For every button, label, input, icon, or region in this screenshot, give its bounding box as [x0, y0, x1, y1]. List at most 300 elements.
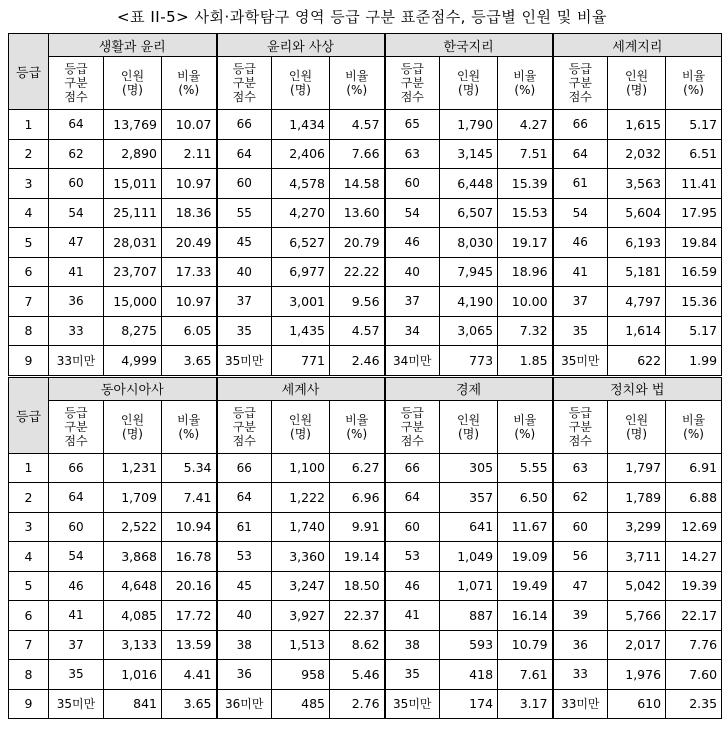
ratio-cell: 18.96: [498, 257, 553, 287]
cutoff-score-header: [217, 400, 272, 453]
count-cell: 7,945: [440, 257, 498, 287]
grade-cell: 9: [9, 346, 49, 377]
ratio-cell: 4.57: [330, 316, 385, 346]
cutoff-score-cell: 36: [217, 660, 272, 690]
table-row: [9, 660, 722, 690]
cutoff-score-cell: 46: [49, 571, 104, 601]
cutoff-score-cell: 47: [553, 571, 608, 601]
count-header: [440, 57, 498, 110]
table-row: [9, 316, 722, 346]
ratio-cell: 14.58: [330, 169, 385, 199]
cutoff-score-cell: 54: [553, 198, 608, 228]
ratio-cell: 20.79: [330, 228, 385, 258]
count-header: [608, 400, 666, 453]
ratio-cell: 17.72: [162, 601, 217, 631]
grade-cell: 5: [9, 571, 49, 601]
cutoff-score-cell: 60: [385, 169, 440, 199]
sub-header-row: [9, 400, 722, 453]
cutoff-score-cell: 38: [217, 630, 272, 660]
ratio-cell: 22.17: [666, 601, 722, 631]
count-cell: 5,766: [608, 601, 666, 631]
ratio-header: [666, 57, 722, 110]
cutoff-score-cell: 33미만: [553, 689, 608, 719]
count-cell: 8,030: [440, 228, 498, 258]
cutoff-score-header-line: 점수: [400, 90, 424, 104]
ratio-cell: 15.53: [498, 198, 553, 228]
grade-cell: 2: [9, 139, 49, 169]
ratio-cell: 4.27: [498, 110, 553, 140]
ratio-cell: 10.79: [498, 630, 553, 660]
cutoff-score-header-line: 등급: [232, 405, 256, 420]
count-cell: 610: [608, 689, 666, 719]
count-header-line: (명): [290, 83, 311, 97]
ratio-header-line: 비율: [681, 412, 706, 427]
count-header-line: (명): [458, 83, 480, 97]
ratio-cell: 19.39: [666, 571, 722, 601]
cutoff-score-cell: 64: [553, 139, 608, 169]
count-cell: 593: [440, 630, 498, 660]
cutoff-score-cell: 56: [553, 542, 608, 572]
cutoff-score-cell: 40: [217, 601, 272, 631]
cutoff-score-header: [49, 400, 104, 453]
cutoff-score-header: [553, 57, 608, 110]
count-cell: 6,448: [440, 169, 498, 199]
cutoff-score-cell: 54: [49, 542, 104, 572]
ratio-cell: 3.17: [498, 689, 553, 719]
count-cell: 6,977: [272, 257, 330, 287]
ratio-header-line: 비율: [681, 69, 706, 83]
cutoff-score-cell: 53: [385, 542, 440, 572]
count-cell: 1,016: [104, 660, 162, 690]
ratio-cell: 10.97: [162, 287, 217, 317]
count-header: [440, 400, 498, 453]
cutoff-score-cell: 62: [553, 483, 608, 513]
ratio-cell: 3.65: [162, 689, 217, 719]
count-cell: 13,769: [104, 110, 162, 140]
count-header-line: (명): [626, 426, 648, 441]
table-row: [9, 346, 722, 377]
count-cell: 3,145: [440, 139, 498, 169]
cutoff-score-cell: 37: [217, 287, 272, 317]
ratio-cell: 6.05: [162, 316, 217, 346]
table-row: [9, 601, 722, 631]
ratio-cell: 7.61: [498, 660, 553, 690]
grade-cell: 3: [9, 512, 49, 542]
cutoff-score-cell: 61: [553, 169, 608, 199]
count-cell: 2,406: [272, 139, 330, 169]
count-cell: 1,709: [104, 483, 162, 513]
cutoff-score-cell: 46: [385, 571, 440, 601]
ratio-cell: 4.41: [162, 660, 217, 690]
count-header-line: 인원: [624, 69, 649, 83]
grade-cell: 6: [9, 601, 49, 631]
count-cell: 1,231: [104, 453, 162, 483]
cutoff-score-cell: 66: [385, 453, 440, 483]
count-cell: 5,181: [608, 257, 666, 287]
grade-cell: 5: [9, 228, 49, 258]
cutoff-score-cell: 33: [49, 316, 104, 346]
ratio-cell: 6.27: [330, 453, 385, 483]
count-cell: 2,017: [608, 630, 666, 660]
cutoff-score-cell: 35미만: [385, 689, 440, 719]
count-cell: 1,100: [272, 453, 330, 483]
cutoff-score-cell: 54: [49, 198, 104, 228]
cutoff-score-cell: 41: [553, 257, 608, 287]
table-row: [9, 139, 722, 169]
cutoff-score-header-line: 구분: [568, 76, 592, 90]
subject-header: 생활과 윤리: [49, 34, 217, 57]
cutoff-score-header-line: 구분: [568, 419, 592, 434]
ratio-cell: 7.41: [162, 483, 217, 513]
cutoff-score-cell: 39: [553, 601, 608, 631]
cutoff-score-cell: 64: [217, 483, 272, 513]
cutoff-score-cell: 60: [49, 169, 104, 199]
count-header-line: 인원: [288, 69, 313, 83]
cutoff-score-cell: 45: [217, 228, 272, 258]
count-cell: 4,999: [104, 346, 162, 377]
count-cell: 5,604: [608, 198, 666, 228]
ratio-cell: 6.51: [666, 139, 722, 169]
cutoff-score-header-line: 점수: [568, 90, 592, 104]
cutoff-score-cell: 37: [385, 287, 440, 317]
count-cell: 357: [440, 483, 498, 513]
ratio-cell: 11.41: [666, 169, 722, 199]
count-cell: 25,111: [104, 198, 162, 228]
grade-cell: 8: [9, 660, 49, 690]
table-row: [9, 512, 722, 542]
ratio-cell: 12.69: [666, 512, 722, 542]
ratio-cell: 19.09: [498, 542, 553, 572]
cutoff-score-cell: 40: [217, 257, 272, 287]
cutoff-score-cell: 66: [217, 453, 272, 483]
table-row: [9, 542, 722, 572]
cutoff-score-cell: 66: [553, 110, 608, 140]
count-cell: 6,507: [440, 198, 498, 228]
cutoff-score-header-line: 구분: [232, 419, 256, 434]
ratio-cell: 5.46: [330, 660, 385, 690]
ratio-header: [330, 57, 385, 110]
count-cell: 418: [440, 660, 498, 690]
count-cell: 1,513: [272, 630, 330, 660]
ratio-cell: 4.57: [330, 110, 385, 140]
table-row: [9, 630, 722, 660]
table-row: [9, 228, 722, 258]
ratio-cell: 22.22: [330, 257, 385, 287]
ratio-header-line: (%): [178, 426, 200, 441]
count-cell: 3,001: [272, 287, 330, 317]
ratio-header: [498, 400, 553, 453]
count-cell: 622: [608, 346, 666, 377]
count-cell: 6,193: [608, 228, 666, 258]
count-cell: 23,707: [104, 257, 162, 287]
ratio-cell: 16.14: [498, 601, 553, 631]
count-cell: 1,071: [440, 571, 498, 601]
count-cell: 841: [104, 689, 162, 719]
ratio-cell: 1.85: [498, 346, 553, 377]
cutoff-score-cell: 35: [49, 660, 104, 690]
cutoff-score-cell: 61: [217, 512, 272, 542]
cutoff-score-header-line: 구분: [64, 76, 88, 90]
ratio-cell: 10.94: [162, 512, 217, 542]
cutoff-score-header-line: 구분: [400, 76, 424, 90]
table-row: [9, 257, 722, 287]
grade-cell: 1: [9, 110, 49, 140]
ratio-cell: 2.11: [162, 139, 217, 169]
count-cell: 958: [272, 660, 330, 690]
ratio-cell: 2.76: [330, 689, 385, 719]
count-cell: 2,522: [104, 512, 162, 542]
ratio-cell: 7.51: [498, 139, 553, 169]
ratio-header: [162, 57, 217, 110]
ratio-header-line: 비율: [345, 412, 369, 427]
cutoff-score-header: [49, 57, 104, 110]
cutoff-score-cell: 38: [385, 630, 440, 660]
count-cell: 3,711: [608, 542, 666, 572]
ratio-header-line: 비율: [177, 69, 201, 83]
ratio-header: [330, 400, 385, 453]
cutoff-score-cell: 65: [385, 110, 440, 140]
subject-header: 윤리와 사상: [217, 34, 385, 57]
count-header-line: (명): [290, 426, 311, 441]
cutoff-score-header-line: 등급: [400, 405, 424, 420]
grade-cell: 3: [9, 169, 49, 199]
count-cell: 4,648: [104, 571, 162, 601]
cutoff-score-cell: 36: [553, 630, 608, 660]
cutoff-score-header-line: 점수: [568, 433, 592, 448]
cutoff-score-cell: 40: [385, 257, 440, 287]
ratio-cell: 19.14: [330, 542, 385, 572]
cutoff-score-cell: 60: [385, 512, 440, 542]
count-cell: 1,797: [608, 453, 666, 483]
table-row: [9, 689, 722, 719]
ratio-header-line: 비율: [513, 412, 537, 427]
grade-cell: 7: [9, 630, 49, 660]
ratio-cell: 15.39: [498, 169, 553, 199]
count-cell: 1,615: [608, 110, 666, 140]
subject-header: 동아시아사: [49, 376, 217, 400]
ratio-header-line: 비율: [345, 69, 369, 83]
subject-header: 경제: [385, 376, 553, 400]
ratio-cell: 10.00: [498, 287, 553, 317]
ratio-header-line: (%): [178, 83, 200, 97]
ratio-cell: 14.27: [666, 542, 722, 572]
cutoff-score-header-line: 등급: [400, 62, 424, 76]
count-cell: 887: [440, 601, 498, 631]
count-cell: 3,927: [272, 601, 330, 631]
ratio-cell: 17.95: [666, 198, 722, 228]
ratio-cell: 19.84: [666, 228, 722, 258]
count-cell: 2,032: [608, 139, 666, 169]
ratio-header-line: 비율: [177, 412, 201, 427]
count-cell: 3,065: [440, 316, 498, 346]
count-header-line: 인원: [288, 412, 313, 427]
cutoff-score-cell: 66: [217, 110, 272, 140]
count-cell: 4,190: [440, 287, 498, 317]
ratio-cell: 19.49: [498, 571, 553, 601]
count-cell: 4,578: [272, 169, 330, 199]
count-cell: 4,270: [272, 198, 330, 228]
cutoff-score-cell: 33: [553, 660, 608, 690]
ratio-cell: 9.56: [330, 287, 385, 317]
ratio-cell: 11.67: [498, 512, 553, 542]
ratio-cell: 9.91: [330, 512, 385, 542]
cutoff-score-header-line: 점수: [64, 433, 88, 448]
subject-header: 한국지리: [385, 34, 553, 57]
cutoff-score-cell: 53: [217, 542, 272, 572]
ratio-cell: 10.97: [162, 169, 217, 199]
count-cell: 641: [440, 512, 498, 542]
ratio-header-line: (%): [683, 426, 704, 441]
ratio-cell: 19.17: [498, 228, 553, 258]
ratio-header: [498, 57, 553, 110]
cutoff-score-header-line: 구분: [400, 419, 424, 434]
count-header-line: 인원: [456, 412, 481, 427]
count-cell: 8,275: [104, 316, 162, 346]
ratio-cell: 10.07: [162, 110, 217, 140]
count-cell: 4,797: [608, 287, 666, 317]
count-cell: 6,527: [272, 228, 330, 258]
count-cell: 28,031: [104, 228, 162, 258]
count-cell: 1,976: [608, 660, 666, 690]
cutoff-score-cell: 45: [217, 571, 272, 601]
cutoff-score-cell: 34: [385, 316, 440, 346]
cutoff-score-header-line: 점수: [232, 90, 256, 104]
cutoff-score-cell: 60: [217, 169, 272, 199]
count-cell: 3,247: [272, 571, 330, 601]
cutoff-score-cell: 35미만: [217, 346, 272, 377]
count-cell: 3,299: [608, 512, 666, 542]
count-cell: 1,434: [272, 110, 330, 140]
count-header-line: 인원: [456, 69, 481, 83]
ratio-cell: 5.17: [666, 316, 722, 346]
subject-header-row: [9, 376, 722, 400]
ratio-cell: 5.55: [498, 453, 553, 483]
count-cell: 773: [440, 346, 498, 377]
ratio-header-line: (%): [683, 83, 704, 97]
subject-header-row: [9, 34, 722, 57]
grade-cell: 7: [9, 287, 49, 317]
ratio-cell: 6.96: [330, 483, 385, 513]
ratio-cell: 1.99: [666, 346, 722, 377]
count-header-line: (명): [122, 426, 143, 441]
cutoff-score-header: [553, 400, 608, 453]
ratio-cell: 6.91: [666, 453, 722, 483]
ratio-cell: 7.60: [666, 660, 722, 690]
subject-header: 정치와 법: [553, 376, 722, 400]
ratio-cell: 22.37: [330, 601, 385, 631]
count-cell: 305: [440, 453, 498, 483]
cutoff-score-header-line: 등급: [232, 62, 256, 76]
table-row: [9, 453, 722, 483]
ratio-cell: 5.34: [162, 453, 217, 483]
count-header-line: (명): [458, 426, 480, 441]
ratio-header-line: (%): [346, 83, 368, 97]
cutoff-score-header-line: 점수: [400, 433, 424, 448]
count-cell: 1,740: [272, 512, 330, 542]
ratio-header-line: 비율: [513, 69, 537, 83]
grade-cell: 9: [9, 689, 49, 719]
count-cell: 485: [272, 689, 330, 719]
cutoff-score-header-line: 등급: [64, 405, 88, 420]
ratio-cell: 13.60: [330, 198, 385, 228]
cutoff-score-cell: 37: [553, 287, 608, 317]
cutoff-score-cell: 47: [49, 228, 104, 258]
count-header: [104, 57, 162, 110]
grade-cell: 2: [9, 483, 49, 513]
table-row: [9, 169, 722, 199]
cutoff-score-cell: 46: [553, 228, 608, 258]
cutoff-score-header: [385, 57, 440, 110]
count-cell: 5,042: [608, 571, 666, 601]
count-cell: 1,222: [272, 483, 330, 513]
grade-cell: 8: [9, 316, 49, 346]
count-cell: 2,890: [104, 139, 162, 169]
grade-cell: 4: [9, 542, 49, 572]
cutoff-score-cell: 64: [49, 483, 104, 513]
count-header-line: (명): [122, 83, 143, 97]
ratio-cell: 6.88: [666, 483, 722, 513]
count-cell: 1,790: [440, 110, 498, 140]
subject-header: 세계사: [217, 376, 385, 400]
count-cell: 771: [272, 346, 330, 377]
ratio-header: [666, 400, 722, 453]
count-cell: 3,868: [104, 542, 162, 572]
cutoff-score-cell: 36미만: [217, 689, 272, 719]
cutoff-score-cell: 34미만: [385, 346, 440, 377]
count-header-line: (명): [626, 83, 648, 97]
grade-column-header: 등급: [9, 34, 49, 110]
count-header-line: 인원: [120, 412, 145, 427]
table-caption: <표 II-5> 사회·과학탐구 영역 등급 구분 표준점수, 등급별 인원 및 비율: [117, 8, 607, 26]
cutoff-score-cell: 60: [553, 512, 608, 542]
cutoff-score-cell: 60: [49, 512, 104, 542]
ratio-header: [162, 400, 217, 453]
cutoff-score-cell: 62: [49, 139, 104, 169]
cutoff-score-header-line: 점수: [64, 90, 88, 104]
cutoff-score-cell: 33미만: [49, 346, 104, 377]
grade-cell: 6: [9, 257, 49, 287]
cutoff-score-cell: 35: [217, 316, 272, 346]
cutoff-score-header-line: 등급: [568, 405, 592, 420]
cutoff-score-header-line: 구분: [232, 76, 256, 90]
ratio-cell: 2.46: [330, 346, 385, 377]
count-header-line: 인원: [120, 69, 145, 83]
cutoff-score-cell: 63: [553, 453, 608, 483]
ratio-cell: 13.59: [162, 630, 217, 660]
grade-cell: 1: [9, 453, 49, 483]
cutoff-score-header: [217, 57, 272, 110]
cutoff-score-cell: 37: [49, 630, 104, 660]
ratio-cell: 16.59: [666, 257, 722, 287]
ratio-cell: 7.66: [330, 139, 385, 169]
cutoff-score-cell: 41: [49, 601, 104, 631]
table-row: [9, 287, 722, 317]
cutoff-score-cell: 64: [49, 110, 104, 140]
cutoff-score-header-line: 등급: [64, 62, 88, 76]
cutoff-score-cell: 66: [49, 453, 104, 483]
cutoff-score-cell: 35: [553, 316, 608, 346]
grade-table: [8, 33, 722, 719]
ratio-cell: 18.50: [330, 571, 385, 601]
ratio-cell: 18.36: [162, 198, 217, 228]
ratio-cell: 15.36: [666, 287, 722, 317]
ratio-header-line: (%): [346, 426, 368, 441]
ratio-cell: 20.49: [162, 228, 217, 258]
sub-header-row: [9, 57, 722, 110]
grade-column-header: 등급: [9, 376, 49, 453]
cutoff-score-cell: 55: [217, 198, 272, 228]
ratio-cell: 17.33: [162, 257, 217, 287]
